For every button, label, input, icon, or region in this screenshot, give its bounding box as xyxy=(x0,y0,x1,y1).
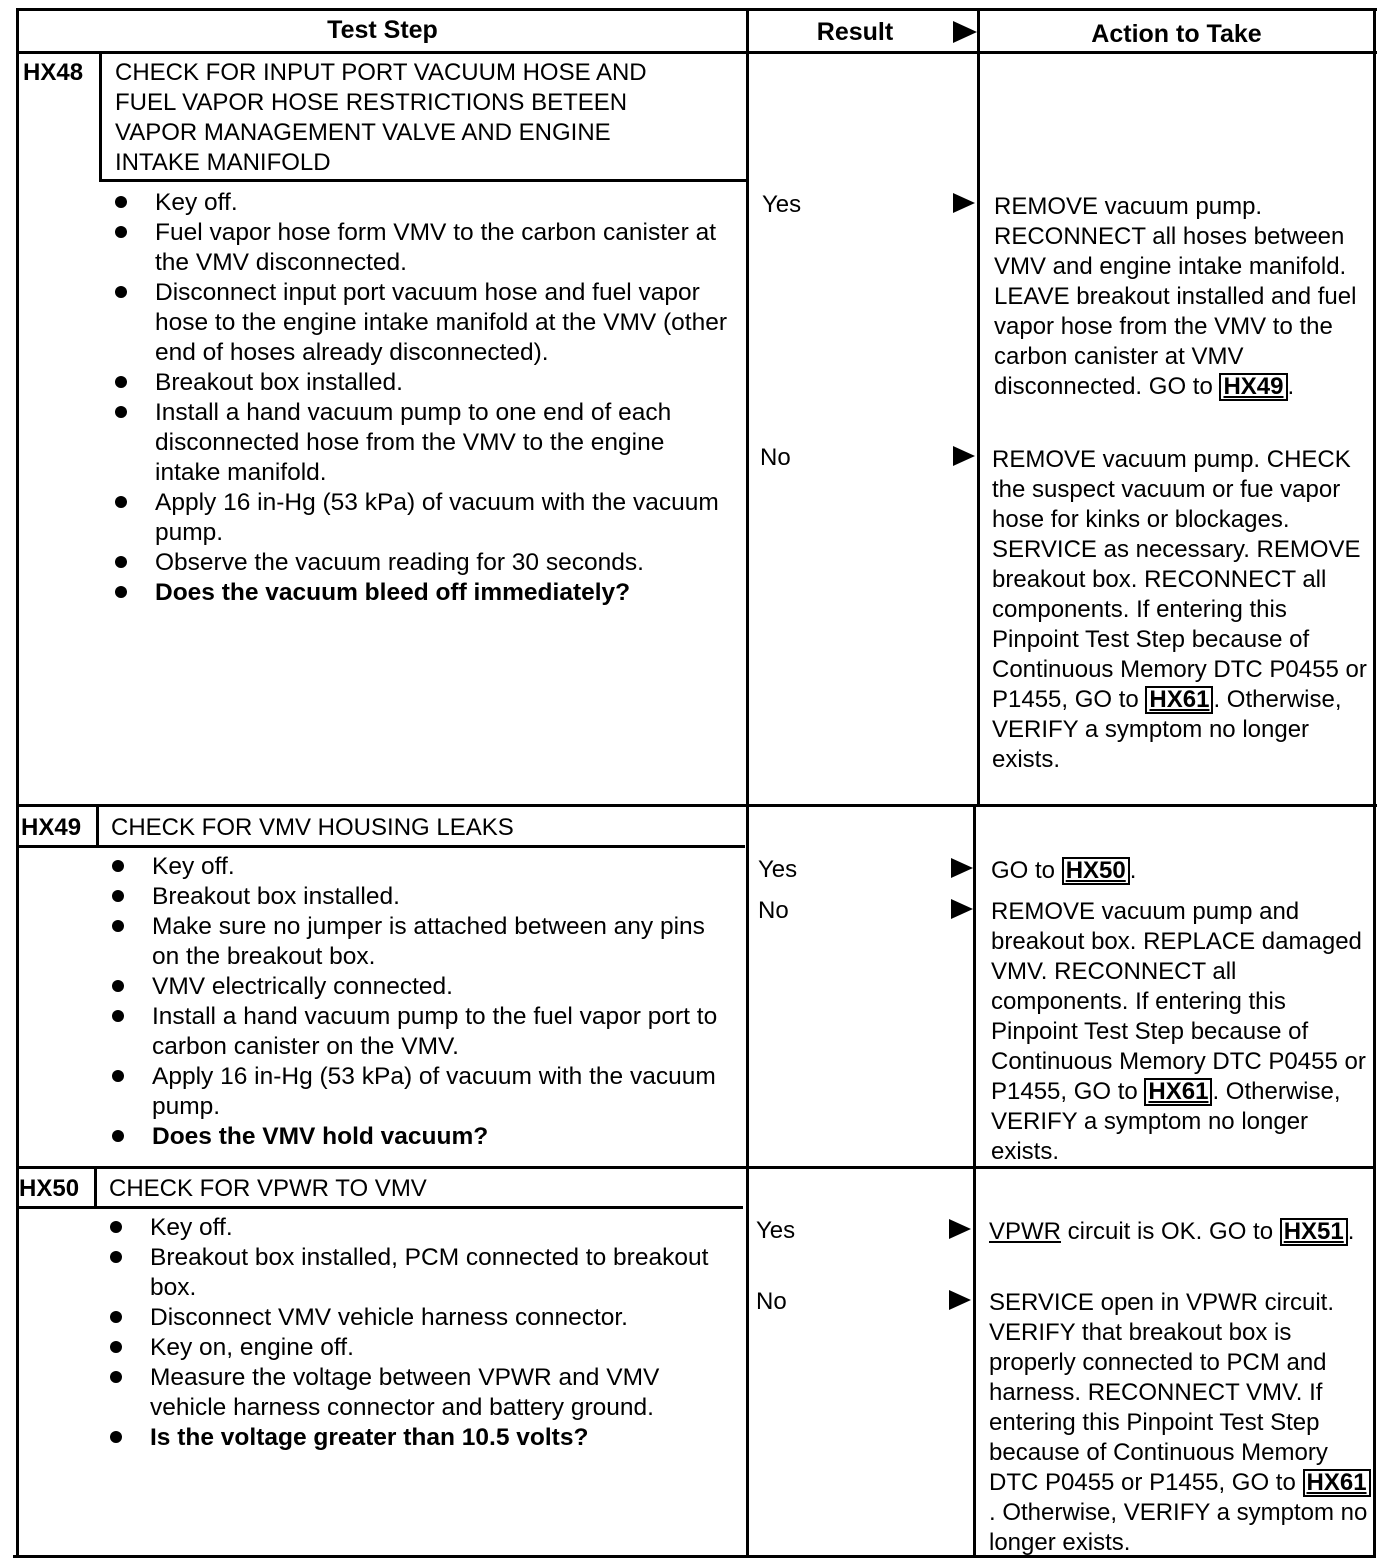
step-bullet-list xyxy=(115,188,735,608)
step-ref-link[interactable]: HX49 xyxy=(1219,373,1287,401)
step-col-divider-hx49 xyxy=(96,804,99,848)
action-no xyxy=(991,897,1371,1167)
bullet-icon xyxy=(110,1431,122,1443)
bullet-item xyxy=(115,218,735,278)
step-ref-link[interactable]: HX61 xyxy=(1145,686,1213,714)
step-id: HX48 xyxy=(23,59,84,86)
bullet-text: VMV electrically connected. xyxy=(152,973,453,1000)
bullet-item xyxy=(112,852,734,882)
action-yes xyxy=(991,856,1371,886)
result-arrow-icon xyxy=(949,1290,971,1310)
hx50-title-divider xyxy=(17,1206,743,1209)
bullet-item xyxy=(112,1002,734,1062)
bullet-item xyxy=(112,1062,734,1122)
bullet-question xyxy=(115,578,735,608)
bullet-text: Make sure no jumper is attached between any pins on the breakout box. xyxy=(152,913,705,970)
bullet-text: Is the voltage greater than 10.5 volts? xyxy=(150,1424,589,1451)
bullet-text: Key off. xyxy=(155,189,238,216)
table-right-border xyxy=(1373,8,1376,1558)
bullet-icon xyxy=(110,1371,122,1383)
bullet-item xyxy=(115,188,735,218)
bullet-text: Breakout box installed. xyxy=(155,369,403,396)
bullet-text: Observe the vacuum reading for 30 seconds. xyxy=(155,549,644,576)
bullet-text: Key off. xyxy=(152,853,235,880)
action-text-after: . Otherwise, VERIFY a symptom no longer exists. xyxy=(991,1078,1341,1165)
result-arrow-icon xyxy=(953,446,975,466)
action-text-after: . Otherwise, VERIFY a symptom no longer exists. xyxy=(989,1499,1368,1556)
bullet-text: Install a hand vacuum pump to one end of each disconnected hose from the VMV to the engine intake manifold. xyxy=(155,399,672,486)
step-title: CHECK FOR VPWR TO VMV xyxy=(109,1175,427,1202)
action-text-after: . xyxy=(1287,373,1295,400)
step-id: HX50 xyxy=(19,1175,80,1202)
bullet-icon xyxy=(112,1010,124,1022)
bullet-item xyxy=(110,1213,734,1243)
bullet-item xyxy=(115,368,735,398)
step-bullet-list xyxy=(112,852,734,1152)
bullet-item xyxy=(110,1243,734,1303)
step-id: HX49 xyxy=(21,814,82,841)
bullet-icon xyxy=(112,920,124,932)
result-yes: Yes xyxy=(762,191,802,218)
step-bullet-list xyxy=(110,1213,734,1453)
bullet-icon xyxy=(115,406,127,418)
bullet-item xyxy=(112,912,734,972)
bullet-text: Measure the voltage between VPWR and VMV vehicle harness connector and battery ground. xyxy=(150,1364,660,1421)
bullet-icon xyxy=(115,286,127,298)
bullet-item xyxy=(112,882,734,912)
bullet-item xyxy=(115,488,735,548)
action-text-after: . Otherwise, VERIFY a symptom no longer exists. xyxy=(992,686,1342,773)
bullet-icon xyxy=(110,1341,122,1353)
bullet-text: Key off. xyxy=(150,1214,233,1241)
bullet-item xyxy=(115,278,735,368)
result-arrow-icon xyxy=(951,858,973,878)
action-col-left-border-2 xyxy=(973,804,976,1558)
action-text: REMOVE vacuum pump. RECONNECT all hoses between VMV and engine intake manifold. LEAVE breakout installed and fuel vapor hose from the VMV to the carbon canister at VMV disconnected. GO to xyxy=(994,193,1357,400)
bullet-text: Key on, engine off. xyxy=(150,1334,354,1361)
bullet-icon xyxy=(115,496,127,508)
result-arrow-icon xyxy=(949,1219,971,1239)
bullet-icon xyxy=(112,980,124,992)
step-ref-link[interactable]: HX50 xyxy=(1062,857,1130,885)
bullet-text: Does the VMV hold vacuum? xyxy=(152,1123,489,1150)
bullet-text: Install a hand vacuum pump to the fuel vapor port to carbon canister on the VMV. xyxy=(152,1003,718,1060)
bullet-item xyxy=(115,548,735,578)
bullet-text: Apply 16 in-Hg (53 kPa) of vacuum with the vacuum pump. xyxy=(155,489,719,546)
action-no xyxy=(989,1288,1371,1558)
step-title-line: VAPOR MANAGEMENT VALVE AND ENGINE xyxy=(115,119,611,146)
bullet-text: Fuel vapor hose form VMV to the carbon canister at the VMV disconnected. xyxy=(155,219,717,276)
bullet-icon xyxy=(112,1070,124,1082)
action-text: GO to xyxy=(991,857,1062,884)
step-title-line: CHECK FOR INPUT PORT VACUUM HOSE AND xyxy=(115,59,647,86)
step-ref-link[interactable]: HX51 xyxy=(1280,1218,1348,1246)
bullet-icon xyxy=(112,890,124,902)
step-title-line: INTAKE MANIFOLD xyxy=(115,149,331,176)
bullet-icon xyxy=(112,860,124,872)
result-no: No xyxy=(760,444,791,471)
step-ref-link[interactable]: HX61 xyxy=(1303,1469,1371,1497)
hx49-title-divider xyxy=(17,845,745,848)
bullet-item xyxy=(115,398,735,488)
bullet-icon xyxy=(115,196,127,208)
step-title xyxy=(115,58,735,178)
action-text: REMOVE vacuum pump. CHECK the suspect vacuum or fue vapor hose for kinks or blockages. SERVICE as necessary. REMOVE breakout box. RECONNECT all components. If entering this Pinpoint Test Step because of Continuous Memory DTC P0455 or P1455, GO to xyxy=(992,446,1367,713)
bullet-icon xyxy=(115,556,127,568)
header-action: Action to Take xyxy=(1091,20,1262,48)
result-arrow-icon xyxy=(951,899,973,919)
action-yes xyxy=(989,1217,1369,1247)
header-test-step: Test Step xyxy=(327,16,438,44)
action-text: SERVICE open in VPWR circuit. VERIFY that breakout box is properly connected to PCM and harness. RECONNECT VMV. If entering this Pinpoint Test Step because of Continuous Memory DTC P0455 or P1455, GO to xyxy=(989,1289,1335,1496)
table-left-border xyxy=(16,8,19,1558)
bullet-item xyxy=(110,1333,734,1363)
bullet-icon xyxy=(115,586,127,598)
step-col-divider-hx50 xyxy=(94,1166,97,1209)
action-text-after: . xyxy=(1129,857,1137,884)
result-yes: Yes xyxy=(756,1217,796,1244)
result-no: No xyxy=(756,1288,787,1315)
bullet-text: Apply 16 in-Hg (53 kPa) of vacuum with the vacuum pump. xyxy=(152,1063,716,1120)
bullet-text: Breakout box installed, PCM connected to breakout box. xyxy=(150,1244,709,1301)
hx48-title-divider xyxy=(100,179,748,182)
result-arrow-icon xyxy=(953,193,975,213)
action-text: REMOVE vacuum pump and breakout box. REPLACE damaged VMV. RECONNECT all components. If entering this Pinpoint Test Step because of Continuous Memory DTC P0455 or P1455, GO to xyxy=(991,898,1366,1105)
bullet-text: Disconnect input port vacuum hose and fuel vapor hose to the engine intake manifold at the VMV (other end of hoses already disconnected). xyxy=(155,279,728,366)
bullet-item xyxy=(112,972,734,1002)
step-title: CHECK FOR VMV HOUSING LEAKS xyxy=(111,814,514,841)
bullet-text: Does the vacuum bleed off immediately? xyxy=(155,579,631,606)
result-col-left-border xyxy=(746,8,749,1558)
bullet-icon xyxy=(110,1221,122,1233)
action-text-after: . xyxy=(1347,1218,1355,1245)
bullet-item xyxy=(110,1303,734,1333)
bullet-icon xyxy=(110,1311,122,1323)
bullet-item xyxy=(110,1363,734,1423)
bullet-icon xyxy=(112,1130,124,1142)
bullet-text: Breakout box installed. xyxy=(152,883,400,910)
header-result-arrow-icon xyxy=(953,21,977,43)
hx48-bottom-border xyxy=(17,804,1377,807)
bullet-icon xyxy=(115,376,127,388)
header-bottom-border xyxy=(17,51,1377,54)
action-text-underlined: VPWR xyxy=(989,1218,1061,1245)
bullet-icon xyxy=(110,1251,122,1263)
step-col-divider-hx48 xyxy=(99,51,102,182)
step-title-line: FUEL VAPOR HOSE RESTRICTIONS BETEEN xyxy=(115,89,628,116)
action-yes xyxy=(994,192,1372,402)
action-text: circuit is OK. GO to xyxy=(1061,1218,1280,1245)
result-yes: Yes xyxy=(758,856,798,883)
bullet-question xyxy=(110,1423,734,1453)
action-no xyxy=(992,445,1372,775)
bullet-text: Disconnect VMV vehicle harness connector. xyxy=(150,1304,628,1331)
action-col-left-border xyxy=(977,8,980,806)
result-no: No xyxy=(758,897,789,924)
bullet-question xyxy=(112,1122,734,1152)
bullet-icon xyxy=(115,226,127,238)
step-ref-link[interactable]: HX61 xyxy=(1144,1078,1212,1106)
header-result: Result xyxy=(816,18,894,46)
table-top-border xyxy=(17,8,1377,11)
